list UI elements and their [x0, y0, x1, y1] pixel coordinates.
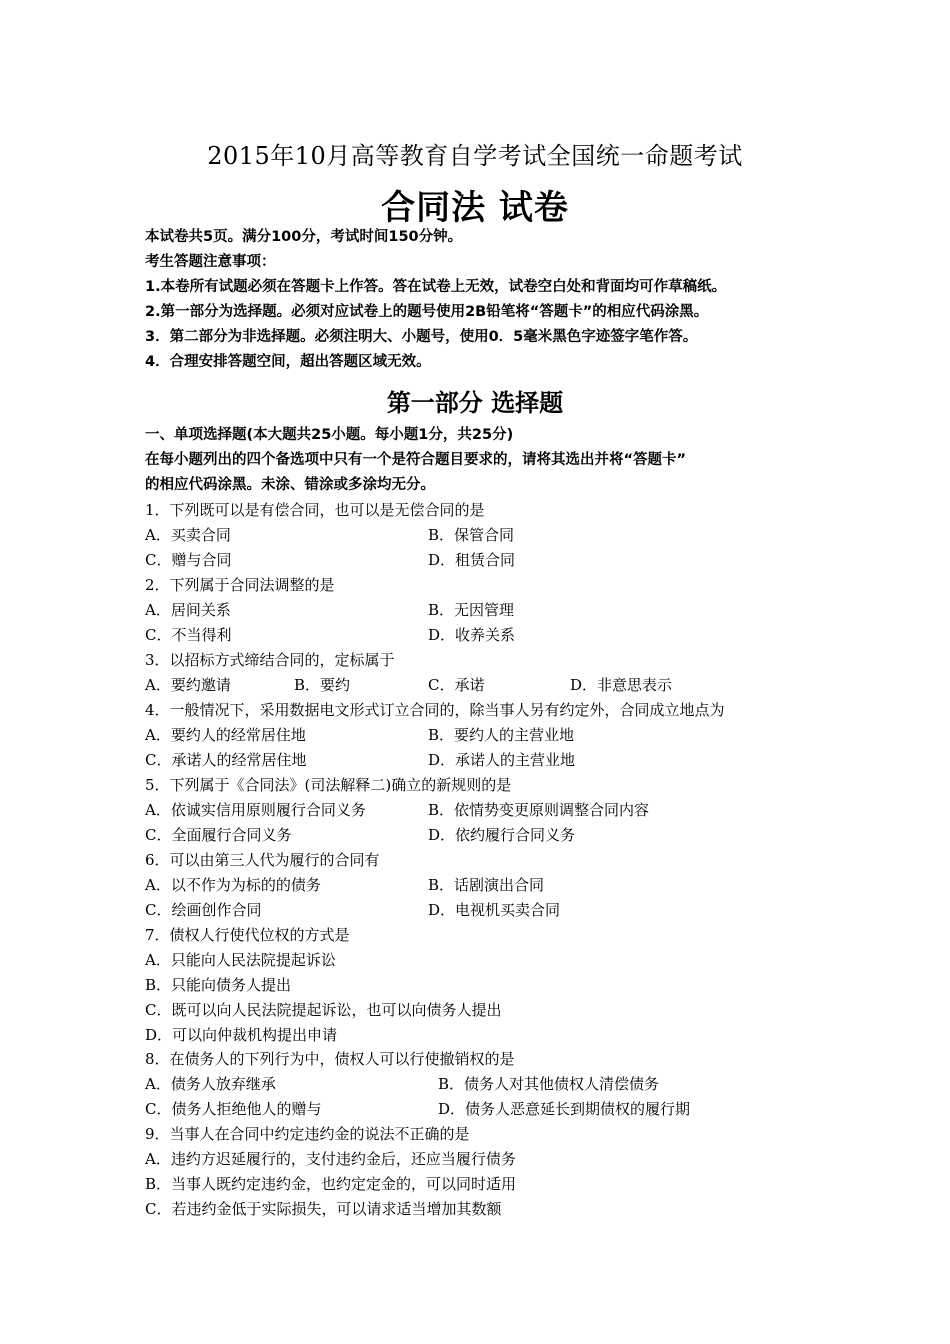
- answer-option: D．租赁合同: [428, 551, 516, 569]
- answer-option: D．可以向仲裁机构提出申请: [145, 1026, 338, 1044]
- answer-option: C．若违约金低于实际损失，可以请求适当增加其数额: [145, 1200, 502, 1218]
- answer-option: A．债务人放弃继承: [145, 1075, 276, 1093]
- exam-info: 本试卷共5页。满分100分，考试时间150分钟。: [145, 229, 463, 245]
- answer-option: B．无因管理: [428, 601, 515, 619]
- answer-option: D．承诺人的主营业地: [428, 751, 576, 769]
- answer-option: B．要约人的主营业地: [428, 726, 575, 744]
- notice-item: 4．合理安排答题空间，超出答题区域无效。: [145, 354, 431, 370]
- answer-option: D．债务人恶意延长到期债权的履行期: [438, 1100, 691, 1118]
- answer-option: B．依情势变更原则调整合同内容: [428, 801, 650, 819]
- answer-option: A．依诚实信用原则履行合同义务: [145, 801, 366, 819]
- answer-option: C．承诺人的经常居住地: [145, 751, 307, 769]
- question-stem: 6．可以由第三人代为履行的合同有: [145, 851, 380, 869]
- exam-title: 2015年10月高等教育自学考试全国统一命题考试: [207, 142, 743, 170]
- section-title: 第一部分 选择题: [386, 389, 564, 417]
- question-stem: 9．当事人在合同中约定违约金的说法不正确的是: [145, 1125, 470, 1143]
- question-group-desc: 的相应代码涂黑。未涂、错涂或多涂均无分。: [145, 477, 435, 493]
- notice-item: 2.第一部分为选择题。必须对应试卷上的题号使用2B铅笔将“答题卡”的相应代码涂黑。: [145, 304, 709, 320]
- answer-option: C．绘画创作合同: [145, 901, 262, 919]
- answer-option: B．只能向债务人提出: [145, 976, 292, 994]
- question-stem: 7．债权人行使代位权的方式是: [145, 926, 350, 944]
- answer-option: A．居间关系: [145, 601, 231, 619]
- answer-option: B．要约: [294, 676, 351, 694]
- notice-item: 3．第二部分为非选择题。必须注明大、小题号，使用0．5毫米黑色字迹签字笔作答。: [145, 329, 698, 345]
- answer-option: A．以不作为为标的的债务: [145, 876, 321, 894]
- answer-option: A．只能向人民法院提起诉讼: [145, 951, 336, 969]
- answer-option: A．违约方迟延履行的，支付违约金后，还应当履行债务: [145, 1150, 516, 1168]
- question-stem: 2．下列属于合同法调整的是: [145, 576, 335, 594]
- answer-option: C．债务人拒绝他人的赠与: [145, 1100, 322, 1118]
- answer-option: B．债务人对其他债权人清偿债务: [438, 1075, 660, 1093]
- question-stem: 1．下列既可以是有偿合同，也可以是无偿合同的是: [145, 501, 485, 519]
- answer-option: A．要约人的经常居住地: [145, 726, 306, 744]
- subject-title: 合同法 试卷: [381, 188, 569, 228]
- answer-option: C．赠与合同: [145, 551, 232, 569]
- answer-option: D．电视机买卖合同: [428, 901, 561, 919]
- answer-option: A．买卖合同: [145, 526, 231, 544]
- answer-option: A．要约邀请: [145, 676, 231, 694]
- question-stem: 8．在债务人的下列行为中，债权人可以行使撤销权的是: [145, 1050, 515, 1068]
- answer-option: B．话剧演出合同: [428, 876, 545, 894]
- answer-option: C．不当得利: [145, 626, 232, 644]
- answer-option: C．承诺: [428, 676, 485, 694]
- question-stem: 4．一般情况下，采用数据电文形式订立合同的，除当事人另有约定外，合同成立地点为: [145, 701, 725, 719]
- answer-option: C．全面履行合同义务: [145, 826, 292, 844]
- answer-option: B．当事人既约定违约金，也约定定金的，可以同时适用: [145, 1175, 517, 1193]
- answer-option: D．收养关系: [428, 626, 516, 644]
- question-stem: 3．以招标方式缔结合同的，定标属于: [145, 651, 395, 669]
- answer-option: D．非意思表示: [570, 676, 673, 694]
- question-group-heading: 一、单项选择题(本大题共25小题。每小题1分，共25分): [145, 427, 514, 443]
- question-group-desc: 在每小题列出的四个备选项中只有一个是符合题目要求的，请将其选出并将“答题卡”: [145, 452, 687, 468]
- answer-option: D．依约履行合同义务: [428, 826, 576, 844]
- answer-option: C．既可以向人民法院提起诉讼，也可以向债务人提出: [145, 1001, 502, 1019]
- notice-item: 1.本卷所有试题必须在答题卡上作答。答在试卷上无效，试卷空白处和背面均可作草稿纸。: [145, 279, 727, 295]
- question-stem: 5．下列属于《合同法》(司法解释二)确立的新规则的是: [145, 776, 512, 794]
- notice-heading: 考生答题注意事项：: [145, 254, 276, 270]
- answer-option: B．保管合同: [428, 526, 515, 544]
